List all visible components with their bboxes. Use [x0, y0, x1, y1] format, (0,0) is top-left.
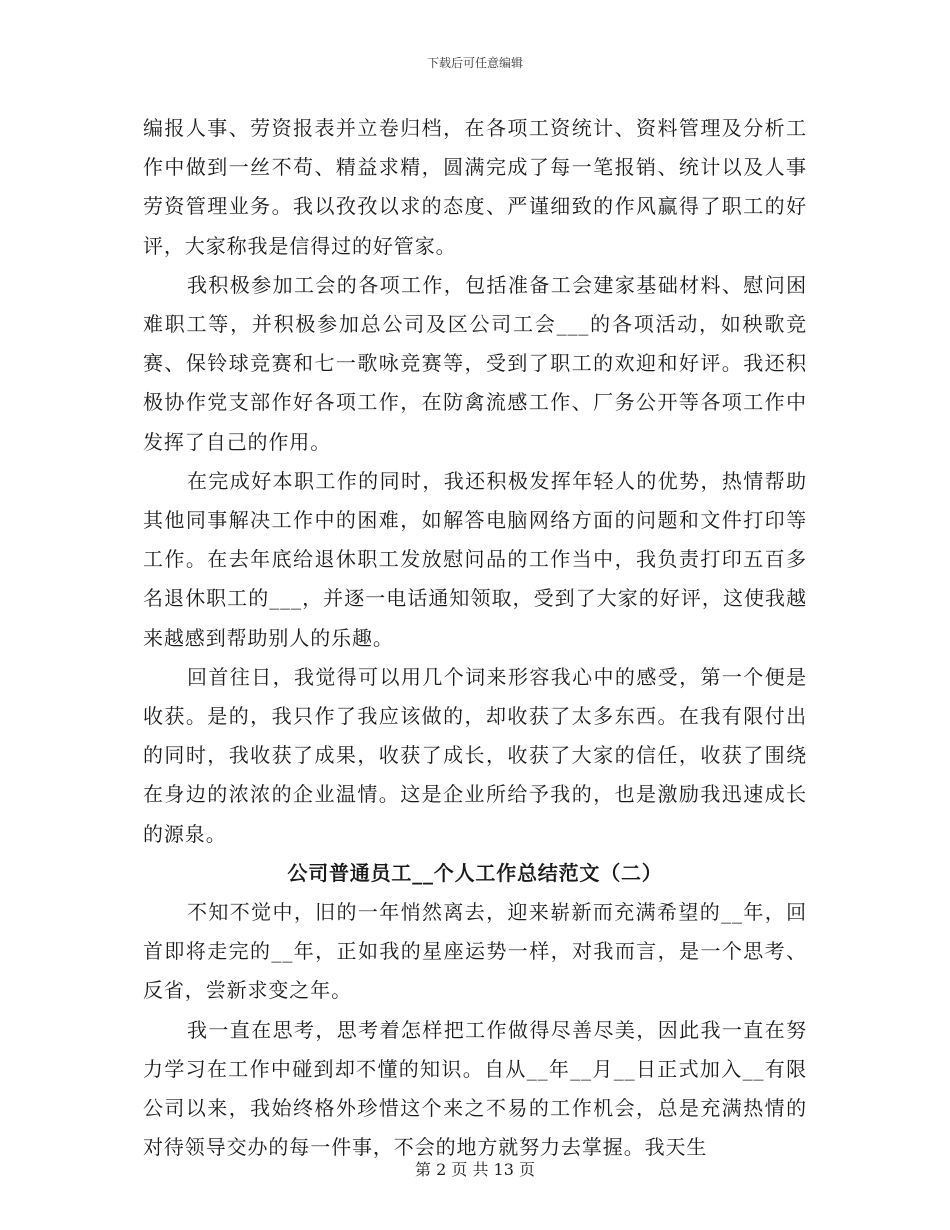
document-body — [143, 109, 807, 1167]
paragraph-4: 回首往日，我觉得可以用几个词来形容我心中的感受，第一个便是收获。是的，我只作了我应该做的，却收获了太多东西。在我有限付出的同时，我收获了成果，收获了成长，收获了大家的信任，收获了围绕在身边的浓浓的企业温情。这是企业所给予我的，也是激励我迅速成长的源泉。 — [143, 664, 807, 846]
paragraph-1: 编报人事、劳资报表并立卷归档，在各项工资统计、资料管理及分析工作中做到一丝不苟、精益求精，圆满完成了每一笔报销、统计以及人事劳资管理业务。我以孜孜以求的态度、严谨细致的作风赢得了职工的好评，大家称我是信得过的好管家。 — [143, 116, 807, 258]
page-header: 下载后可任意编辑 — [426, 56, 523, 70]
paragraph-5: 不知不觉中，旧的一年悄然离去，迎来崭新而充满希望的__年，回首即将走完的__年，正如我的星座运势一样，对我而言，是一个思考、反省，尝新求变之年。 — [143, 900, 807, 1003]
page-footer: 第 2 页 共 13 页 — [415, 1160, 535, 1179]
section-title: 公司普通员工__个人工作总结范文（二） — [287, 860, 663, 885]
paragraph-3: 在完成好本职工作的同时，我还积极发挥年轻人的优势，热情帮助其他同事解决工作中的困难，如解答电脑网络方面的问题和文件打印等工作。在去年底给退休职工发放慰问品的工作当中，我负责打印五百多名退休职工的___，并逐一电话通知领取，受到了大家的好评，这使我越来越感到帮助别人的乐趣。 — [143, 468, 807, 650]
paragraph-6: 我一直在思考，思考着怎样把工作做得尽善尽美，因此我一直在努力学习在工作中碰到却不懂的知识。自从__年__月__日正式加入__有限公司以来，我始终格外珍惜这个来之不易的工作机会，总是充满热情的对待领导交办的每一件事，不会的地方就努力去掌握。我天生 — [143, 1017, 807, 1160]
paragraph-2: 我积极参加工会的各项工作，包括准备工会建家基础材料、慰问困难职工等，并积极参加总公司及区公司工会___的各项活动，如秧歌竞赛、保铃球竞赛和七一歌咏竞赛等，受到了职工的欢迎和好评。我还积极协作党支部作好各项工作，在防禽流感工作、厂务公开等各项工作中发挥了自己的作用。 — [143, 272, 807, 454]
